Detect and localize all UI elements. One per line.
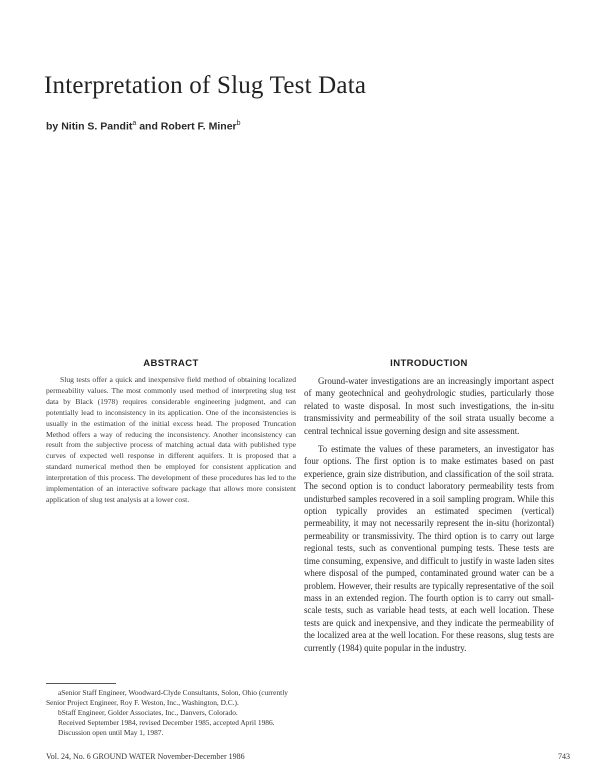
- abstract-heading: ABSTRACT: [143, 358, 199, 369]
- author-line: [46, 120, 241, 133]
- abstract-paragraph: Slug tests offer a quick and inexpensive field method of obtaining localized permeability values. The most commonly used method of interpreting slug test data by Black (1978) requires considerable engineering judgment, and can potentially lead to inconsistency in its application. One of the inconsistencies is usually in the estimation of the initial excess head. The proposed Truncation Method offers a way of reducing the inconsistency. Another inconsistency can result from the subjective process of matching actual data with published type curves of expected well response in different aquifers. It is proposed that a standard numerical method then be employed for consistent application and interpretation of this process. The development of these procedures has led to the implementation of an interactive software package that allows more consistent application of slug test analysis at a lower cost.: [46, 375, 296, 504]
- author-prefix: by: [46, 120, 59, 133]
- introduction-paragraph-1: Ground-water investigations are an increasingly important aspect of many geotechnical and geohydrologic studies, particularly those related to waste disposal. In most such investigations, the in-situ transmissivity and permeability of the soil strata usually become a central technical issue governing design and site assessment.: [304, 376, 554, 436]
- footnotes: [46, 688, 296, 738]
- introduction-section: [304, 358, 554, 654]
- journal-citation: Vol. 24, No. 6 GROUND WATER November-December 1986: [46, 752, 245, 761]
- footnote-author-b: bStaff Engineer, Golder Associates, Inc., Danvers, Colorado.: [58, 707, 238, 717]
- footnote-received: Received September 1984, revised December 1985, accepted April 1986.: [58, 717, 275, 727]
- introduction-heading: INTRODUCTION: [390, 358, 468, 369]
- author-connector: and: [139, 120, 158, 133]
- page-number: 743: [558, 752, 570, 761]
- introduction-body: [304, 375, 554, 654]
- footnote-author-a: aSenior Staff Engineer, Woodward-Clyde Consultants, Solon, Ohio (currently Senior Project Engineer, Roy F. Weston, Inc., Washington, D.C.).: [46, 688, 288, 707]
- abstract-body: [46, 375, 296, 506]
- author-2: Robert F. Miner: [160, 120, 237, 133]
- paper-title: Interpretation of Slug Test Data: [44, 72, 367, 99]
- footnote-discussion: Discussion open until May 1, 1987.: [58, 727, 164, 737]
- author-2-mark: b: [236, 120, 241, 127]
- footnote-rule: [46, 683, 116, 684]
- introduction-paragraph-2: To estimate the values of these parameters, an investigator has four options. The first option is to make estimates based on past experience, grain size distribution, and classification of the soil strata. The second option is to conduct laboratory permeability tests from undisturbed samples recovered in a soil sampling program. While this option typically provides an estimated specimen (vertical) permeability, it may not necessarily represent the in-situ (horizontal) permeability or transmissivity. The third option is to carry out large regional tests, such as conventional pumping tests. These tests are time consuming, expensive, and difficult to justify in waste laden sites where disposal of the pumped, contaminated ground water can be a problem. However, their results are typically representative of the soil mass in an extended region. The fourth option is to carry out small-scale tests, such as variable head tests, at each well location. These tests are quick and inexpensive, and they indicate the permeability of the localized area at the well location. For these reasons, slug tests are currently (1984) quite popular in the industry.: [304, 444, 554, 653]
- abstract-section: [46, 358, 296, 506]
- author-1-mark: a: [132, 120, 137, 127]
- author-1: Nitin S. Pandit: [61, 120, 133, 133]
